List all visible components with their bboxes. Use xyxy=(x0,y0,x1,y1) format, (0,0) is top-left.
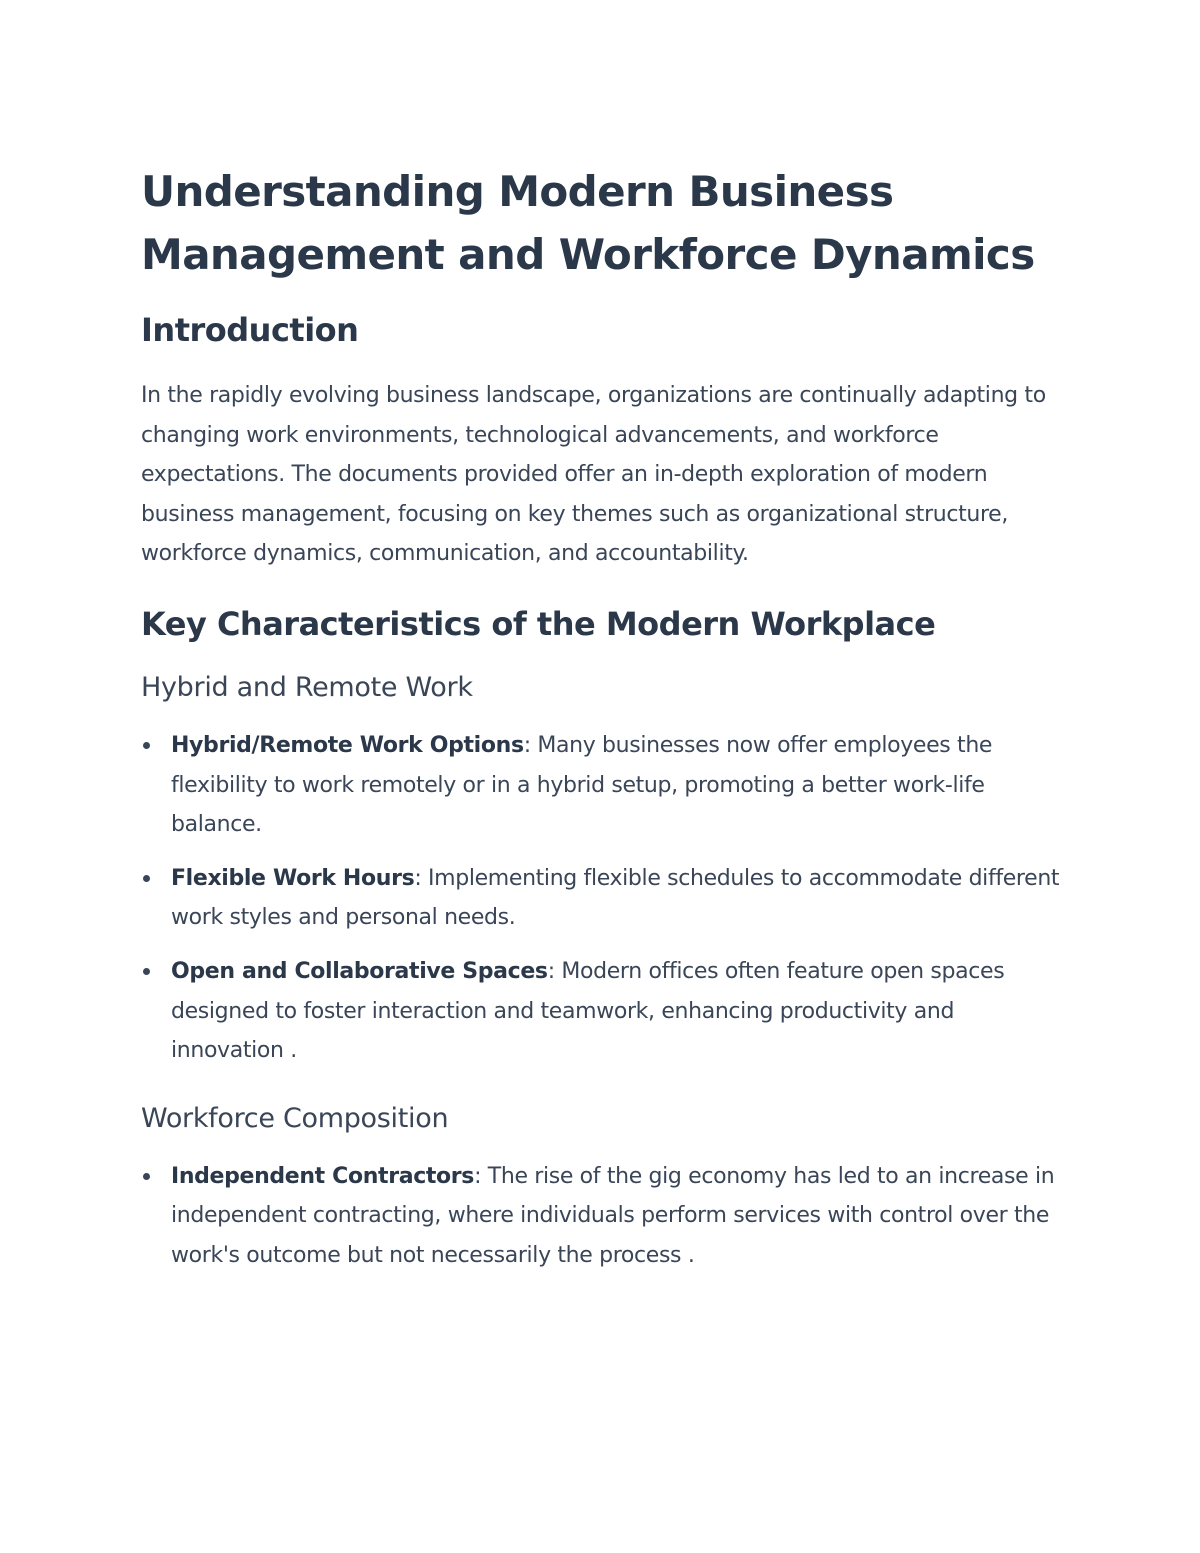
key-characteristics-heading: Key Characteristics of the Modern Workplace xyxy=(141,604,936,643)
document-page xyxy=(141,160,1061,1306)
list-item-term: Hybrid/Remote Work Options xyxy=(171,732,524,758)
list-item xyxy=(141,952,1061,1071)
list-item-text: : Implementing flexible schedules to accommodate different work styles and personal needs. xyxy=(171,865,1060,931)
hybrid-remote-work-heading: Hybrid and Remote Work xyxy=(141,671,473,703)
document-title: Understanding Modern Business Management and Workforce Dynamics xyxy=(141,167,1035,279)
list-item-text: : Modern offices often feature open spaces designed to foster interaction and teamwork, enhancing productivity and innovation . xyxy=(171,958,1005,1064)
bullet-icon xyxy=(143,1173,150,1180)
list-item-term: Flexible Work Hours xyxy=(171,865,415,891)
bullet-icon xyxy=(143,968,150,975)
list-item-text: : Many businesses now offer employees the flexibility to work remotely or in a hybrid setup, promoting a better work-life balance. xyxy=(171,732,993,838)
list-item-term: Open and Collaborative Spaces xyxy=(171,958,548,984)
introduction-paragraph: In the rapidly evolving business landscape, organizations are continually adapting to changing work environments, technological advancements, and workforce expectations. The documents provided offer an in-depth exploration of modern business management, focusing on key themes such as organizational structure, workforce dynamics, communication, and accountability. xyxy=(141,383,1046,567)
bullet-icon xyxy=(143,742,150,749)
workforce-composition-list xyxy=(141,1157,1061,1276)
hybrid-remote-work-list xyxy=(141,726,1061,1071)
list-item-text: : The rise of the gig economy has led to an increase in independent contracting, where individuals perform services with control over the work's outcome but not necessarily the process . xyxy=(171,1163,1055,1268)
list-item xyxy=(141,859,1061,938)
bullet-icon xyxy=(143,875,150,882)
list-item xyxy=(141,726,1061,845)
introduction-heading: Introduction xyxy=(141,311,359,349)
list-item xyxy=(141,1157,1061,1276)
workforce-composition-heading: Workforce Composition xyxy=(141,1102,449,1134)
list-item-term: Independent Contractors xyxy=(171,1163,475,1189)
